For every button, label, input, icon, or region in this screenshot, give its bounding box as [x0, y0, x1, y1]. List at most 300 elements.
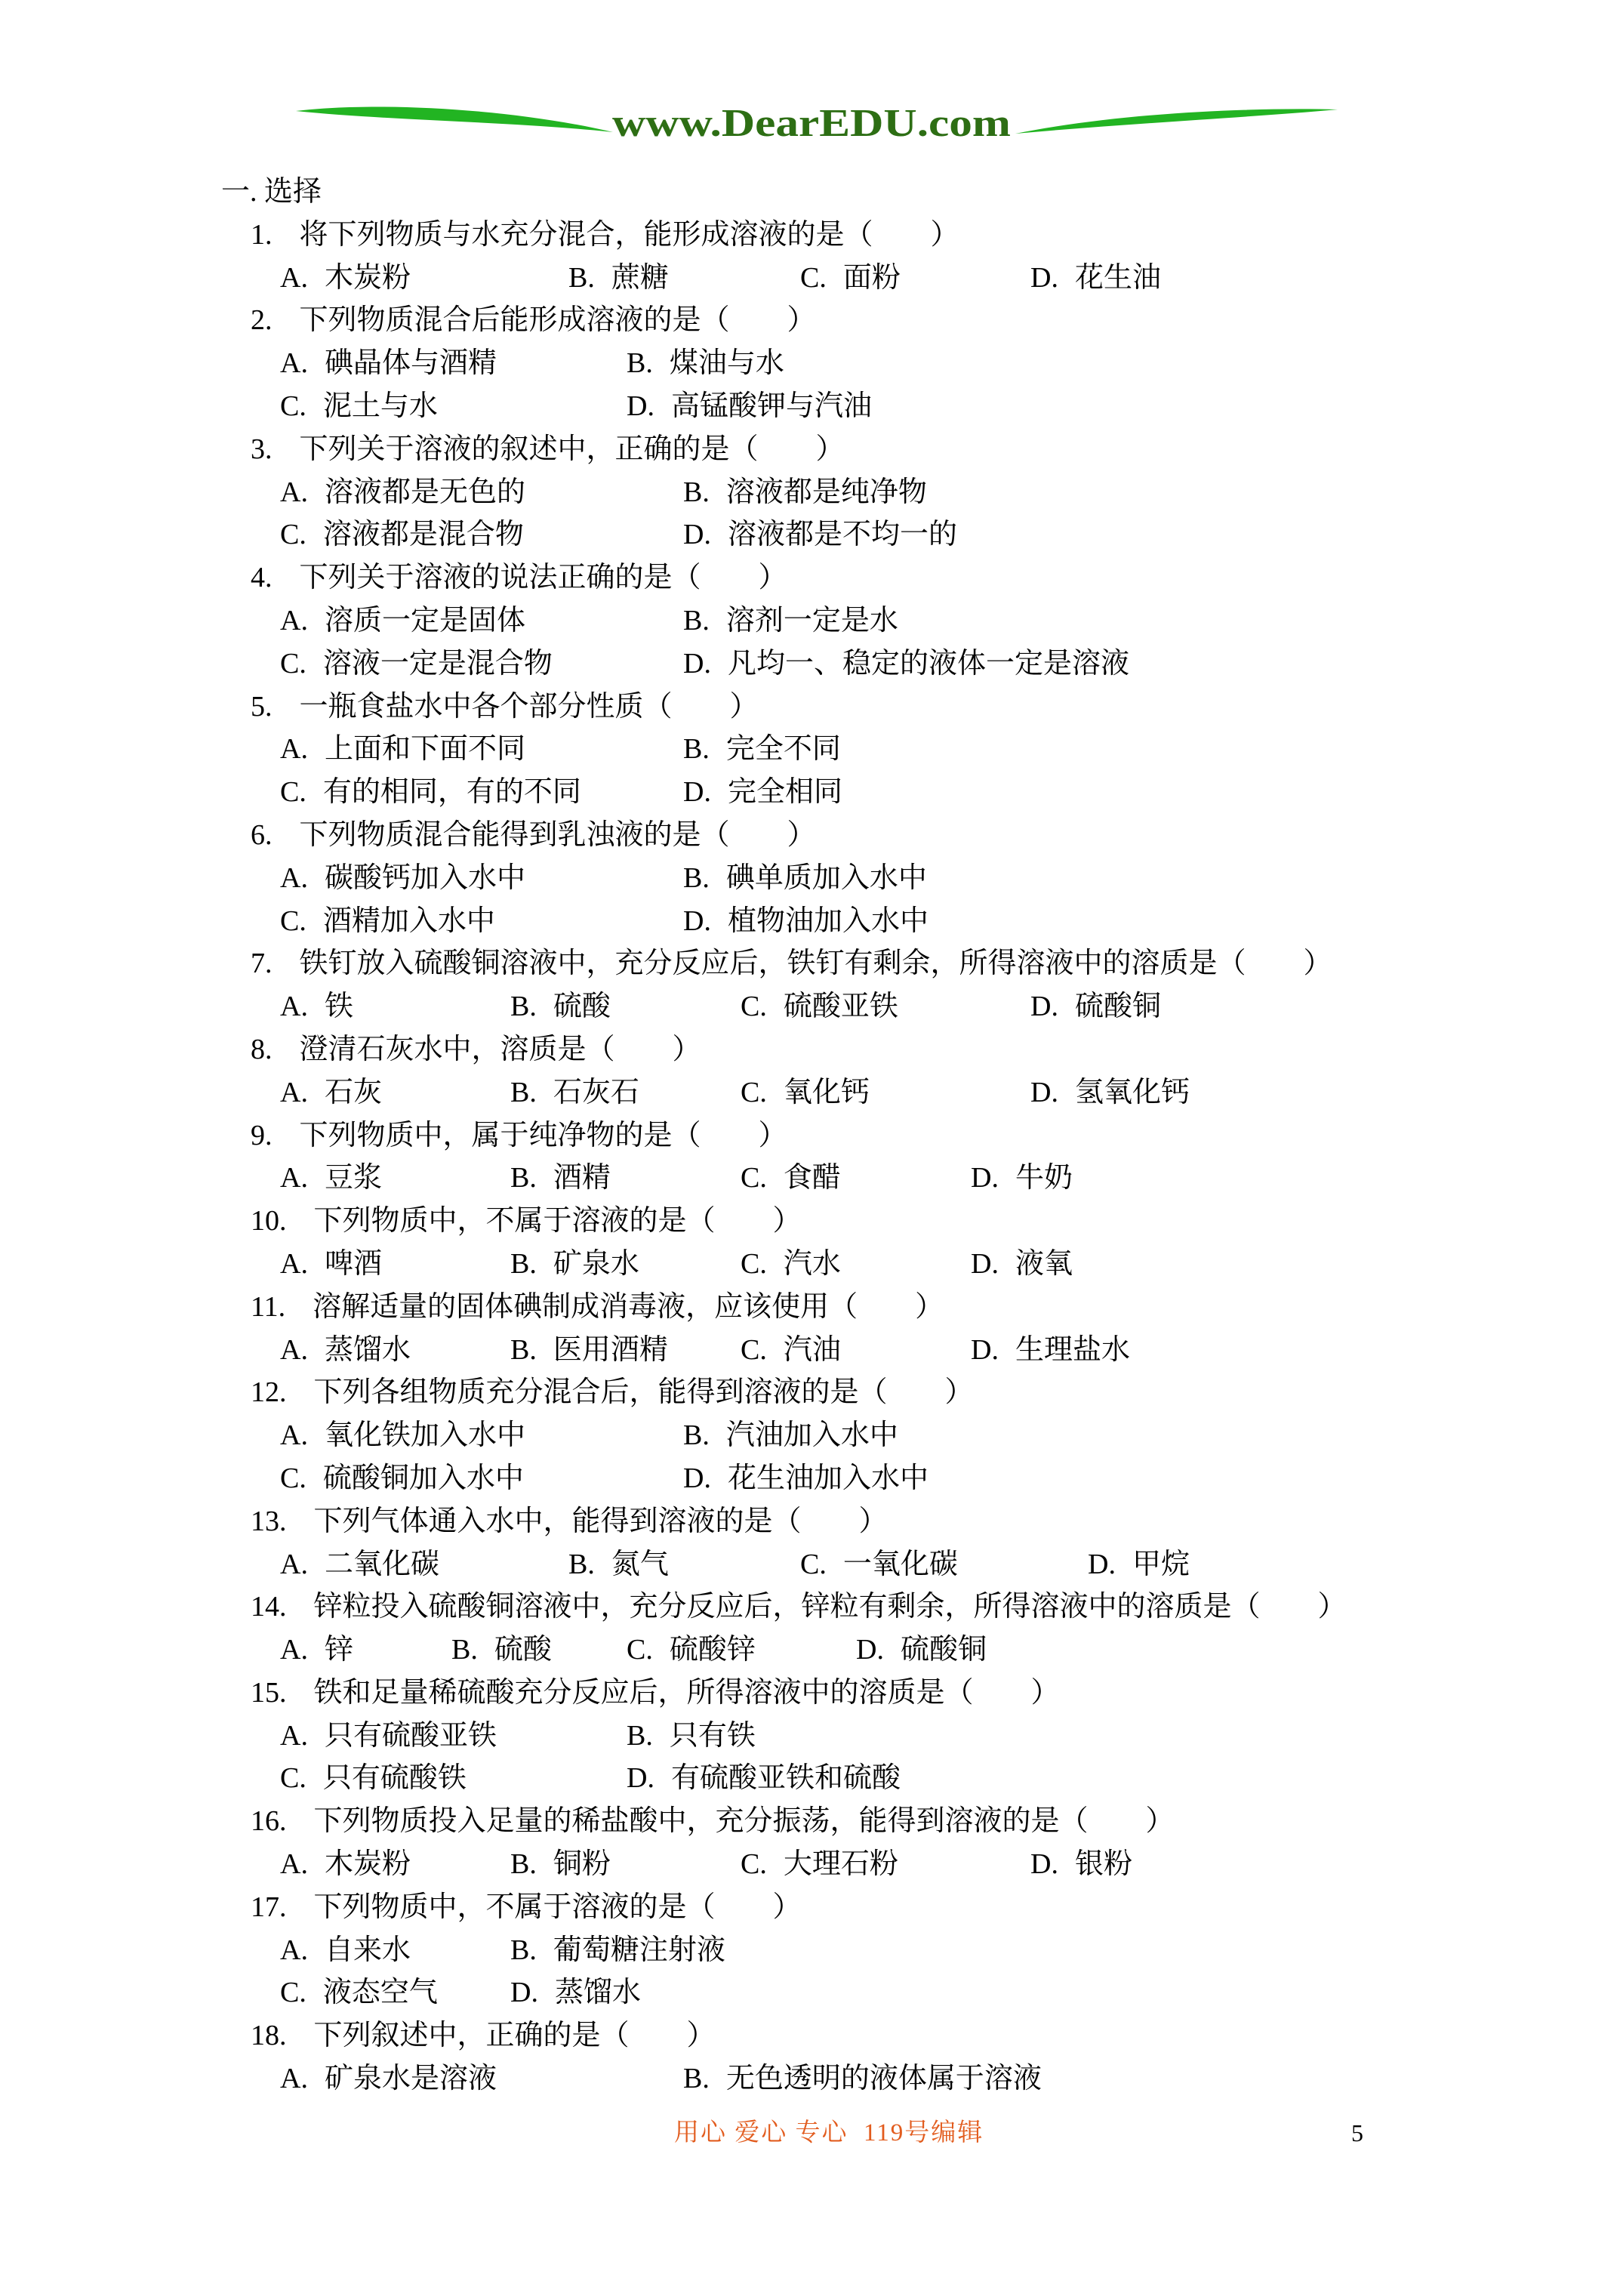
option-b	[510, 1243, 639, 1286]
question-number: 15.	[251, 1676, 287, 1709]
option-text: 氮气	[611, 1548, 669, 1580]
option-text: 碘晶体与酒精	[324, 347, 497, 380]
options-row	[0, 471, 1623, 514]
option-text: 葡萄糖注射液	[553, 1934, 725, 1966]
option-text: 汽水	[783, 1247, 841, 1280]
option-label: D.	[510, 1977, 538, 2009]
question-number: 4.	[251, 562, 273, 594]
option-text: 溶液都是无色的	[324, 476, 525, 508]
question-line	[0, 686, 1623, 729]
question-number: 5.	[251, 690, 273, 723]
option-c	[741, 1157, 841, 1200]
option-b	[510, 1843, 611, 1886]
option-d	[1088, 1543, 1190, 1586]
option-text: 只有硫酸亚铁	[324, 1719, 497, 1752]
question-line	[0, 1672, 1623, 1715]
option-label: D.	[1030, 261, 1058, 294]
question-text: 铁和足量稀硫酸充分反应后，所得溶液中的溶质是（ ）	[313, 1676, 1060, 1709]
option-label: D.	[683, 1462, 711, 1494]
option-label: B.	[627, 347, 653, 380]
option-label: D.	[856, 1634, 884, 1666]
option-d	[627, 385, 872, 428]
question-4	[251, 556, 787, 599]
question-text: 下列气体通入水中，能得到溶液的是（ ）	[313, 1505, 888, 1537]
question-line	[0, 1028, 1623, 1071]
option-text: 液态空气	[322, 1977, 438, 2009]
options-row	[0, 900, 1623, 943]
option-label: D.	[1030, 1848, 1058, 1881]
option-label: B.	[568, 1548, 595, 1580]
option-d	[683, 1457, 929, 1500]
option-text: 硫酸铜	[900, 1634, 987, 1666]
question-8	[251, 1028, 701, 1071]
option-a	[280, 471, 525, 514]
options-row	[0, 1843, 1623, 1886]
option-text: 硫酸锌	[669, 1634, 756, 1666]
options-row	[0, 385, 1623, 428]
question-text: 溶解适量的固体碘制成消毒液，应该使用（ ）	[313, 1290, 944, 1323]
options-row	[0, 771, 1623, 814]
question-text: 铁钉放入硫酸铜溶液中，充分反应后，铁钉有剩余，所得溶液中的溶质是（ ）	[299, 948, 1332, 980]
question-text: 将下列物质与水充分混合，能形成溶液的是（ ）	[299, 218, 959, 251]
option-b	[510, 1071, 639, 1114]
option-text: 花生油	[1074, 261, 1161, 294]
option-label: D.	[627, 390, 654, 422]
question-text: 锌粒投入硫酸铜溶液中，充分反应后，锌粒有剩余，所得溶液中的溶质是（ ）	[313, 1591, 1347, 1623]
option-label: D.	[1030, 1076, 1058, 1108]
footer-slogan: 用心 爱心 专心 119号编辑	[674, 2119, 984, 2147]
option-label: A.	[280, 1634, 308, 1666]
option-b	[627, 342, 784, 385]
question-1	[251, 214, 959, 257]
option-text: 酒精加入水中	[322, 905, 495, 937]
option-text: 木炭粉	[324, 1848, 411, 1881]
logo-text: www.DearEDU.com	[612, 102, 1011, 145]
option-label: A.	[280, 861, 308, 894]
option-label: B.	[510, 1076, 537, 1108]
option-a	[280, 1715, 497, 1758]
question-number: 10.	[251, 1205, 287, 1237]
option-a	[280, 257, 411, 300]
question-text: 下列关于溶液的说法正确的是（ ）	[299, 562, 787, 594]
option-label: B.	[510, 1333, 537, 1366]
option-label: A.	[280, 261, 308, 294]
question-text: 澄清石灰水中，溶质是（ ）	[299, 1033, 701, 1065]
option-text: 完全相同	[727, 776, 842, 809]
option-label: A.	[280, 347, 308, 380]
question-number: 1.	[251, 218, 273, 251]
options-row	[0, 599, 1623, 643]
option-text: 上面和下面不同	[324, 733, 525, 766]
option-label: C.	[280, 390, 306, 422]
option-text: 豆浆	[324, 1162, 382, 1194]
option-text: 植物油加入水中	[727, 905, 929, 937]
option-text: 矿泉水是溶液	[324, 2063, 497, 2095]
option-a	[280, 1543, 439, 1586]
question-number: 18.	[251, 2020, 287, 2052]
option-c	[800, 1543, 958, 1586]
question-9	[251, 1114, 787, 1157]
option-text: 硫酸	[494, 1634, 552, 1666]
options-row	[0, 985, 1623, 1028]
question-number: 17.	[251, 1891, 287, 1923]
option-c	[280, 900, 495, 943]
option-text: 蒸馏水	[554, 1977, 641, 2009]
option-c	[280, 385, 438, 428]
question-number: 14.	[251, 1591, 287, 1623]
option-c	[280, 1971, 438, 2014]
option-text: 泥土与水	[322, 390, 438, 422]
left-swoosh-icon	[296, 106, 613, 132]
question-line	[0, 1500, 1623, 1543]
options-row	[0, 857, 1623, 900]
option-c	[741, 985, 898, 1028]
options-row	[0, 1243, 1623, 1286]
question-text: 下列各组物质充分混合后，能得到溶液的是（ ）	[313, 1376, 974, 1409]
option-label: A.	[280, 1333, 308, 1366]
option-b	[510, 985, 611, 1028]
question-5	[251, 686, 759, 729]
question-text: 下列关于溶液的叙述中，正确的是（ ）	[299, 433, 845, 465]
option-text: 铁	[324, 991, 353, 1023]
question-text: 下列叙述中，正确的是（ ）	[313, 2020, 716, 2052]
option-text: 汽油加入水中	[725, 1419, 898, 1452]
question-text: 下列物质混合能得到乳浊液的是（ ）	[299, 818, 816, 851]
option-label: C.	[800, 1548, 827, 1580]
option-b	[510, 1329, 668, 1372]
option-b	[683, 728, 841, 771]
question-number: 6.	[251, 818, 273, 851]
question-line	[0, 1800, 1623, 1843]
option-label: A.	[280, 1848, 308, 1881]
options-row	[0, 728, 1623, 771]
option-label: D.	[683, 519, 711, 551]
question-16	[251, 1800, 1175, 1843]
option-text: 液氧	[1015, 1247, 1073, 1280]
option-label: D.	[683, 905, 711, 937]
option-text: 石灰石	[553, 1076, 639, 1108]
option-c	[741, 1329, 841, 1372]
option-a	[280, 1929, 411, 1972]
option-text: 自来水	[324, 1934, 411, 1966]
option-text: 汽油	[783, 1333, 841, 1366]
question-number: 7.	[251, 948, 273, 980]
option-label: C.	[627, 1634, 653, 1666]
option-label: D.	[971, 1247, 999, 1280]
question-line	[0, 1886, 1623, 1929]
option-text: 硫酸	[553, 991, 611, 1023]
option-label: B.	[683, 2063, 710, 2095]
option-text: 花生油加入水中	[727, 1462, 929, 1494]
options-row	[0, 1457, 1623, 1500]
option-label: C.	[800, 261, 827, 294]
option-c	[741, 1843, 898, 1886]
question-2	[251, 299, 816, 342]
question-18	[251, 2014, 716, 2057]
option-label: B.	[510, 1247, 537, 1280]
question-12	[251, 1371, 974, 1414]
option-label: B.	[510, 1934, 537, 1966]
option-c	[280, 771, 581, 814]
option-text: 有的相同，有的不同	[322, 776, 581, 809]
option-text: 完全不同	[725, 733, 841, 766]
option-a	[280, 1629, 353, 1672]
option-label: C.	[741, 1247, 767, 1280]
option-label: C.	[280, 1762, 306, 1795]
option-c	[741, 1243, 841, 1286]
option-b	[683, 2057, 1042, 2100]
option-text: 一氧化碳	[842, 1548, 958, 1580]
option-d	[683, 643, 1129, 686]
option-text: 硫酸铜	[1074, 991, 1161, 1023]
option-text: 食醋	[783, 1162, 841, 1194]
option-label: C.	[280, 1462, 306, 1494]
option-label: D.	[683, 776, 711, 809]
option-label: B.	[451, 1634, 478, 1666]
option-text: 溶剂一定是水	[725, 604, 898, 636]
option-a	[280, 1157, 382, 1200]
option-text: 蔗糖	[611, 261, 669, 294]
option-label: A.	[280, 733, 308, 766]
option-b	[683, 1414, 898, 1457]
option-d	[971, 1329, 1130, 1372]
option-label: C.	[741, 1333, 767, 1366]
question-number: 8.	[251, 1033, 273, 1065]
question-line	[0, 1286, 1623, 1329]
question-line	[0, 556, 1623, 599]
option-c	[280, 513, 524, 556]
option-text: 面粉	[842, 261, 901, 294]
option-d	[971, 1243, 1073, 1286]
option-b	[568, 257, 669, 300]
exam-sheet	[0, 171, 1623, 2100]
option-c	[280, 1757, 467, 1800]
option-text: 溶液一定是混合物	[322, 647, 553, 680]
question-number: 13.	[251, 1505, 287, 1537]
option-label: C.	[280, 905, 306, 937]
option-a	[280, 857, 525, 900]
option-label: B.	[510, 1848, 537, 1881]
option-label: C.	[741, 1076, 767, 1108]
option-label: A.	[280, 1548, 308, 1580]
option-b	[627, 1715, 756, 1758]
question-line	[0, 942, 1623, 985]
option-text: 铜粉	[553, 1848, 611, 1881]
options-row	[0, 1543, 1623, 1586]
option-d	[1030, 1843, 1132, 1886]
section-heading-line	[0, 171, 1623, 214]
option-label: A.	[280, 2063, 308, 2095]
option-label: B.	[510, 1162, 537, 1194]
option-text: 生理盐水	[1015, 1333, 1130, 1366]
option-label: C.	[280, 647, 306, 680]
option-text: 无色透明的液体属于溶液	[725, 2063, 1042, 2095]
question-17	[251, 1886, 802, 1929]
option-label: D.	[683, 647, 711, 680]
option-text: 二氧化碳	[324, 1548, 439, 1580]
option-a	[280, 1071, 382, 1114]
option-d	[1030, 985, 1161, 1028]
options-row	[0, 342, 1623, 385]
option-a	[280, 985, 353, 1028]
question-line	[0, 1114, 1623, 1157]
option-text: 牛奶	[1015, 1162, 1073, 1194]
right-swoosh-icon	[1015, 109, 1338, 134]
option-label: C.	[741, 991, 767, 1023]
option-label: B.	[568, 261, 595, 294]
question-number: 16.	[251, 1805, 287, 1838]
option-text: 矿泉水	[553, 1247, 639, 1280]
option-text: 医用酒精	[553, 1333, 668, 1366]
question-7	[251, 942, 1332, 985]
option-a	[280, 1329, 411, 1372]
option-d	[1030, 257, 1161, 300]
question-number: 9.	[251, 1119, 273, 1151]
page-number: 5	[1351, 2119, 1363, 2147]
options-row	[0, 1629, 1623, 1672]
option-text: 煤油与水	[669, 347, 784, 380]
option-label: C.	[280, 776, 306, 809]
option-d	[856, 1629, 987, 1672]
option-a	[280, 599, 525, 643]
option-text: 氢氧化钙	[1074, 1076, 1190, 1108]
options-row	[0, 257, 1623, 300]
option-text: 凡均一、稳定的液体一定是溶液	[727, 647, 1129, 680]
option-b	[568, 1543, 669, 1586]
option-text: 酒精	[553, 1162, 611, 1194]
option-label: B.	[683, 733, 710, 766]
options-row	[0, 1929, 1623, 1972]
option-text: 只有硫酸铁	[322, 1762, 467, 1795]
option-label: B.	[683, 604, 710, 636]
option-a	[280, 1243, 382, 1286]
options-row	[0, 1071, 1623, 1114]
option-text: 蒸馏水	[324, 1333, 411, 1366]
option-label: C.	[741, 1162, 767, 1194]
option-d	[683, 900, 929, 943]
option-b	[510, 1157, 611, 1200]
question-number: 12.	[251, 1376, 287, 1409]
option-label: D.	[971, 1162, 999, 1194]
question-line	[0, 214, 1623, 257]
question-line	[0, 1371, 1623, 1414]
option-b	[683, 857, 927, 900]
option-d	[683, 513, 957, 556]
option-label: A.	[280, 1719, 308, 1752]
option-label: B.	[683, 476, 710, 508]
option-label: C.	[280, 519, 306, 551]
section-title: 一. 选择	[221, 176, 322, 208]
option-b	[683, 471, 927, 514]
options-row	[0, 1414, 1623, 1457]
question-line	[0, 1586, 1623, 1629]
option-text: 石灰	[324, 1076, 382, 1108]
option-label: C.	[280, 1977, 306, 2009]
question-10	[251, 1200, 802, 1243]
site-logo	[0, 0, 1623, 174]
options-row	[0, 1329, 1623, 1372]
option-a	[280, 342, 497, 385]
option-label: A.	[280, 1934, 308, 1966]
option-label: D.	[971, 1333, 999, 1366]
option-text: 硫酸铜加入水中	[322, 1462, 524, 1494]
question-13	[251, 1500, 888, 1543]
option-label: B.	[510, 991, 537, 1023]
options-row	[0, 1971, 1623, 2014]
option-label: D.	[627, 1762, 654, 1795]
option-text: 溶液都是不均一的	[727, 519, 957, 551]
option-label: B.	[683, 861, 710, 894]
option-b	[451, 1629, 552, 1672]
question-text: 一瓶食盐水中各个部分性质（ ）	[299, 690, 759, 723]
option-text: 高锰酸钾与汽油	[670, 390, 872, 422]
question-text: 下列物质中，不属于溶液的是（ ）	[313, 1205, 802, 1237]
option-label: D.	[1088, 1548, 1116, 1580]
question-line	[0, 1200, 1623, 1243]
option-text: 碳酸钙加入水中	[324, 861, 525, 894]
option-label: A.	[280, 1419, 308, 1452]
question-line	[0, 2014, 1623, 2057]
option-text: 银粉	[1074, 1848, 1132, 1881]
option-d	[971, 1157, 1073, 1200]
question-text: 下列物质混合后能形成溶液的是（ ）	[299, 304, 816, 337]
option-text: 只有铁	[669, 1719, 756, 1752]
question-number: 2.	[251, 304, 273, 337]
option-label: A.	[280, 476, 308, 508]
option-c	[627, 1629, 756, 1672]
option-text: 甲烷	[1132, 1548, 1190, 1580]
question-15	[251, 1672, 1060, 1715]
option-text: 锌	[324, 1634, 353, 1666]
option-label: D.	[1030, 991, 1058, 1023]
option-label: C.	[741, 1848, 767, 1881]
option-label: A.	[280, 991, 308, 1023]
options-row	[0, 1157, 1623, 1200]
question-line	[0, 428, 1623, 471]
options-row	[0, 1757, 1623, 1800]
question-line	[0, 814, 1623, 857]
option-text: 硫酸亚铁	[783, 991, 898, 1023]
question-number: 3.	[251, 433, 273, 465]
option-text: 有硫酸亚铁和硫酸	[670, 1762, 901, 1795]
option-a	[280, 728, 525, 771]
option-text: 啤酒	[324, 1247, 382, 1280]
options-row	[0, 643, 1623, 686]
question-number: 11.	[251, 1290, 286, 1323]
option-b	[510, 1929, 725, 1972]
option-c	[800, 257, 901, 300]
question-11	[251, 1286, 944, 1329]
option-text: 氧化钙	[783, 1076, 870, 1108]
option-c	[280, 643, 553, 686]
question-text: 下列物质投入足量的稀盐酸中，充分振荡，能得到溶液的是（ ）	[313, 1805, 1175, 1838]
question-text: 下列物质中，不属于溶液的是（ ）	[313, 1891, 802, 1923]
option-label: B.	[627, 1719, 653, 1752]
option-text: 大理石粉	[783, 1848, 898, 1881]
option-d	[510, 1971, 641, 2014]
option-a	[280, 1843, 411, 1886]
option-text: 氧化铁加入水中	[324, 1419, 525, 1452]
option-c	[280, 1457, 524, 1500]
option-label: A.	[280, 1076, 308, 1108]
options-row	[0, 1715, 1623, 1758]
options-row	[0, 2057, 1623, 2100]
question-line	[0, 299, 1623, 342]
option-b	[683, 599, 898, 643]
question-3	[251, 428, 845, 471]
option-text: 溶质一定是固体	[324, 604, 525, 636]
options-row	[0, 513, 1623, 556]
